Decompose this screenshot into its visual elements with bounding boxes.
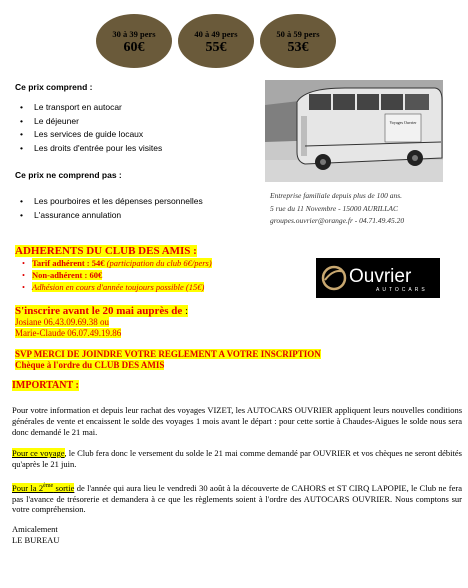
deadline-text: S'inscrire avant le 20 mai auprès de	[15, 305, 183, 317]
contacts	[15, 317, 121, 339]
includes-title: Ce prix comprend :	[15, 82, 93, 92]
price-tier-range: 30 à 39 pers	[112, 29, 156, 39]
company-address: 5 rue du 11 Novembre - 15000 AURILLAC	[270, 203, 398, 213]
company-info	[270, 190, 404, 228]
member-rate	[22, 257, 212, 269]
excludes-list	[20, 195, 203, 222]
info-paragraph: Pour votre information et depuis leur rachat des voyages VIZET, les AUTOCARS OUVRIER appliquent leurs nouvelles conditions générales de vente et encaissent le solde des voyages 1 mois avant le départ : pour cette sortie à Chaudes-Aigues le solde nous sera donc demandé le 21 mai.	[12, 405, 462, 437]
club-rates	[22, 257, 212, 293]
logo-tagline: AUTOCARS	[376, 287, 428, 293]
voyage-paragraph	[12, 448, 462, 470]
price-tier-price: 53€	[287, 40, 309, 55]
list-item: • L'assurance annulation	[20, 209, 203, 223]
important-heading	[12, 380, 79, 391]
bus-sign-text: Voyages Ouvrier	[389, 120, 417, 125]
payment-request-line2: Chèque à l'ordre du CLUB DES AMIS	[15, 360, 165, 370]
contact-marie-claude: Marie-Claude 06.07.49.19.86	[15, 328, 122, 338]
list-item: • Le transport en autocar	[20, 101, 162, 115]
company-contact: groupes.ouvrier@orange.fr - 04.71.49.45.20	[270, 216, 405, 225]
closing	[12, 524, 59, 546]
logo-wordmark: Ouvrier	[349, 266, 412, 287]
price-tier-40-49	[178, 14, 254, 68]
price-tier-range: 40 à 49 pers	[194, 29, 238, 39]
company-line: Entreprise familiale depuis plus de 100 ans.	[270, 191, 403, 200]
bus-illustration	[265, 80, 443, 182]
membership-note	[22, 281, 212, 293]
important-text: IMPORTANT :	[12, 380, 79, 391]
price-tiers	[96, 14, 346, 69]
closing-signature: LE BUREAU	[12, 535, 60, 545]
excludes-title: Ce prix ne comprend pas :	[15, 170, 122, 180]
price-tier-price: 55€	[205, 40, 227, 55]
price-tier-range: 50 à 59 pers	[276, 29, 320, 39]
list-item: • Les droits d'entrée pour les visites	[20, 142, 162, 156]
ouvrier-logo	[316, 258, 440, 298]
second-trip-lead: Pour la 2ème sortie	[12, 482, 75, 493]
member-rate-note: (participation du club 6€/pers)	[106, 258, 212, 268]
second-trip-paragraph	[12, 481, 462, 515]
price-tier-price: 60€	[123, 40, 145, 55]
second-trip-rest: de l'année qui aura lieu le vendredi 30 août à la découverte de CAHORS et ST CIRQ LAPOPIE, le Club ne fera pas l'avance de trésorerie et demandera à ce que les règlements soient à l'ordre des AUTOCARS OUVRIER. Nous comptons sur votre compréhension.	[12, 482, 463, 515]
nonmember-rate-label: Non-adhérent : 60€	[32, 270, 103, 280]
ouvrier-logo-mark	[316, 258, 440, 298]
member-rate-label: Tarif adhérent : 54€	[32, 258, 105, 268]
includes-list	[20, 101, 162, 155]
payment-request	[15, 349, 321, 371]
bus-photo	[265, 80, 443, 182]
payment-request-line1: SVP MERCI DE JOINDRE VOTRE REGLEMENT A VOTRE INSCRIPTION	[15, 349, 321, 359]
price-tier-50-59	[260, 14, 336, 68]
membership-note-text: Adhésion en cours d'année toujours possible (15€)	[32, 282, 205, 292]
voyage-lead: Pour ce voyage	[12, 448, 65, 458]
list-item: • Les services de guide locaux	[20, 128, 162, 142]
voyage-rest: , le Club fera donc le versement du solde le 21 mai comme demandé par OUVRIER et vos chèques ne seront débités qu'après le 21 juin.	[12, 448, 462, 469]
list-item: • Le déjeuner	[20, 115, 162, 129]
price-tier-30-39	[96, 14, 172, 68]
deadline-colon: :	[182, 305, 189, 317]
contact-josiane: Josiane 06.43.09.69.38 ou	[15, 317, 109, 327]
club-title	[15, 245, 197, 257]
list-item: • Les pourboires et les dépenses personnelles	[20, 195, 203, 209]
closing-greeting: Amicalement	[12, 524, 58, 534]
signup-deadline	[15, 305, 188, 317]
club-title-text: ADHERENTS DU CLUB DES AMIS :	[15, 245, 197, 257]
nonmember-rate	[22, 269, 212, 281]
